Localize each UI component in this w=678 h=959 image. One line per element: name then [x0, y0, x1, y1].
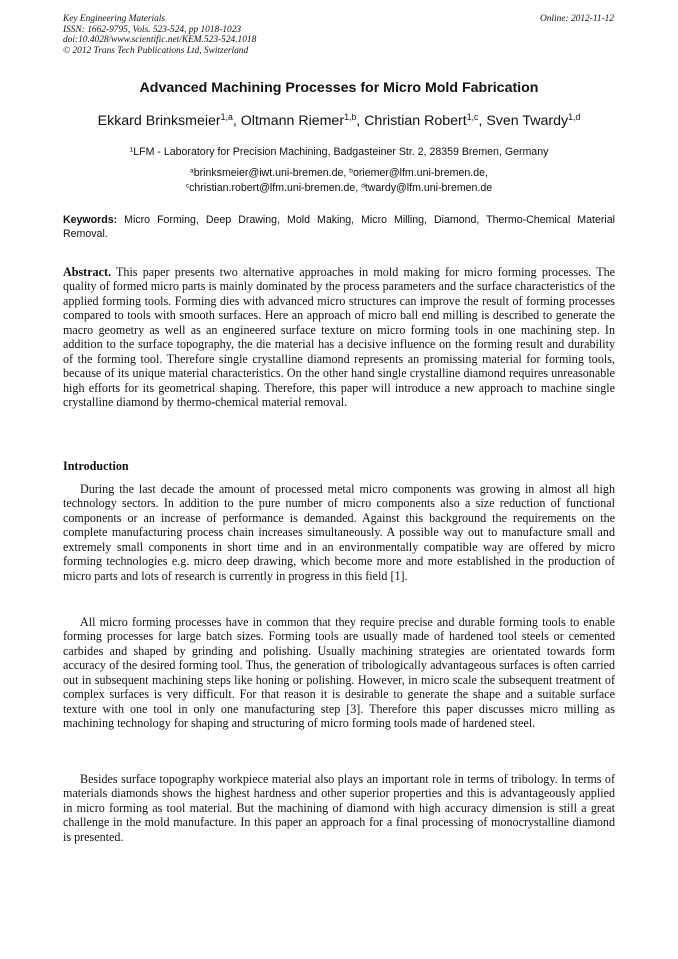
- online-date: Online: 2012-11-12: [539, 14, 614, 24]
- keywords-text: Micro Forming, Deep Drawing, Mold Making, Micro Milling, Diamond, Thermo-Chemical Material Removal.: [63, 214, 615, 241]
- copyright-line: © 2012 Trans Tech Publications Ltd, Switzerland: [63, 45, 249, 56]
- email-superscript: d: [361, 182, 365, 190]
- paragraph-text: All micro forming processes have in common that they require precise and durable forming tools to enable forming processes for large batch sizes. Forming tools are usually made of hardened tool steels or cemented carbides and shaped by grinding and polishing. Usually machining strategies are orientated towards form accuracy of the desired forming tool. Thus, the generation of tribologically advantageous surfaces is often carried out in subsequent machining steps like honing or polishing. However, in micro scale the subsequent treatment of complex surfaces is very difficult. For that reason it is desirable to generate the shape and a suitable surface texture with one tool in only one manufacturing step [3]. Therefore this paper discusses micro milling as machining technology for shaping and structuring of micro forming tools made of hardened steel.: [63, 615, 615, 731]
- email-superscript: a: [190, 167, 194, 175]
- author-superscript: 1,a: [220, 112, 233, 123]
- email-link[interactable]: christian.robert@lfm.uni-bremen.de,: [189, 182, 362, 194]
- email-link[interactable]: brinksmeier@iwt.uni-bremen.de,: [193, 167, 350, 179]
- author-separator: ,: [478, 113, 487, 129]
- author-emails: [0, 166, 678, 196]
- paragraph: [63, 615, 615, 731]
- author-superscript: 1,d: [568, 112, 581, 123]
- journal-name: Key Engineering Materials: [63, 14, 166, 24]
- email-superscript: c: [185, 182, 190, 190]
- paragraph-text: Besides surface topography workpiece material also plays an important role in terms of tribology. In terms of materials diamonds shows the highest hardness and other superior properties and this is advantageously applied in micro forming as tool material. But the machining of diamond with high accuracy dimension is still a great challenge in the mold manufacture. In this paper an approach for a final processing of monocrystalline diamond is presented.: [63, 772, 615, 844]
- abstract-label: Abstract.: [63, 265, 112, 279]
- email-superscript: b: [349, 167, 353, 175]
- author-list: [0, 113, 678, 129]
- email-line: [0, 166, 678, 181]
- issn-line: ISSN: 1662-9795, Vols. 523-524, pp 1018-1023: [63, 24, 242, 35]
- affiliation-superscript: 1: [129, 146, 134, 154]
- paper-title: Advanced Machining Processes for Micro Mold Fabrication: [139, 80, 539, 96]
- affiliation: [0, 146, 678, 158]
- email-link[interactable]: oriemer@lfm.uni-bremen.de,: [352, 167, 488, 179]
- author-separator: ,: [356, 113, 365, 129]
- paragraph: [63, 772, 615, 844]
- author-name: Christian Robert: [364, 113, 467, 129]
- paragraph: [63, 482, 615, 583]
- author-name: Oltmann Riemer: [240, 113, 345, 129]
- section-heading: Introduction: [63, 459, 129, 473]
- journal-header: [63, 14, 256, 56]
- keywords: [63, 213, 615, 242]
- abstract: [63, 265, 615, 410]
- keywords-label: Keywords:: [63, 214, 118, 226]
- author-separator: ,: [232, 113, 241, 129]
- author-name: Ekkard Brinksmeier: [97, 113, 221, 129]
- author-superscript: 1,b: [344, 112, 357, 123]
- email-line: [0, 181, 678, 196]
- affiliation-text: LFM - Laboratory for Precision Machining, Badgasteiner Str. 2, 28359 Bremen, Germany: [133, 146, 549, 158]
- email-link[interactable]: twardy@lfm.uni-bremen.de: [364, 182, 493, 194]
- paragraph-text: During the last decade the amount of processed metal micro components was growing in almost all high technology sectors. In addition to the pure number of micro components also a size reduction of functional components or an increase of performance is demanded. Against this background the requirements on the complete manufacturing process chain increases simultaneously. A possible way out to manufacture small and extremely small components in short time and in an environmentally compatible way are offered by micro forming technologies e.g. micro deep drawing, which become more and more established in the production of micro parts and lots of research is currently in progress in this field [1].: [63, 482, 615, 583]
- abstract-text: This paper presents two alternative approaches in mold making for micro forming processes. The quality of formed micro parts is mainly dominated by the process parameters and the surface characteristics of the applied forming tools. Forming dies with advanced micro structures can improve the result of forming processes compared to tools with smooth surfaces. Here an approach of micro ball end milling is described to generate the macro geometry as well as an engineered surface texture on micro forming tools in one machining step. In addition to the surface topography, the die material has a decisive influence on the forming result and durability of the forming tool. Therefore single crystalline diamond represents an promissing material for forming tools, because of its unique material characteristics. On the other hand single crystalline diamond requires unreasonable high efforts for its geometrical shaping. Therefore, this paper will introduce a new approach to machine single crystalline diamond by thermo-chemical material removal.: [63, 265, 615, 410]
- author-name: Sven Twardy: [486, 113, 569, 129]
- author-superscript: 1,c: [466, 112, 479, 123]
- doi-line: doi:10.4028/www.scientific.net/KEM.523-524.1018: [63, 35, 257, 46]
